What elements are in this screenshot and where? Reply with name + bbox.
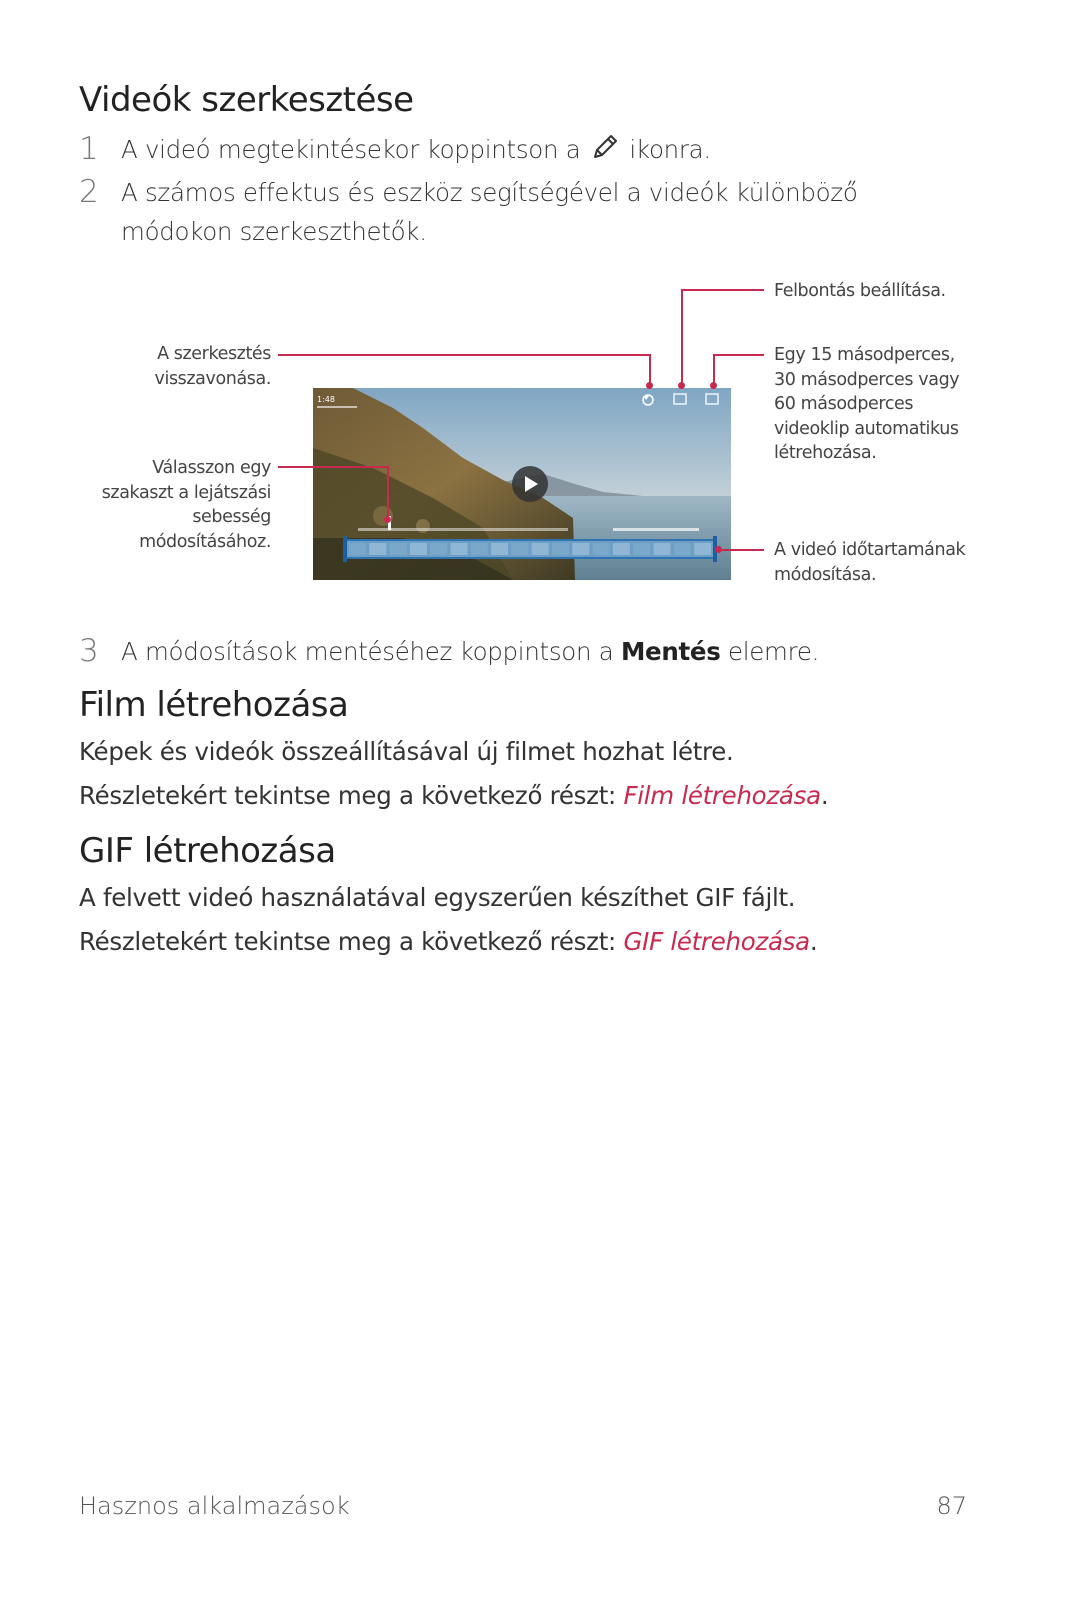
timeline-frame	[532, 543, 549, 555]
step-3-text: A módosítások mentéséhez koppintson a	[121, 637, 614, 666]
trim-handle-start[interactable]	[343, 536, 347, 562]
leader-line-undo	[278, 354, 651, 356]
screen-time: 1:48	[317, 395, 335, 404]
section-title-video-edit: Videók szerkesztése	[79, 80, 414, 120]
step-1-text: A videó megtekintésekor koppintson a	[121, 135, 581, 164]
callout-duration: A videó időtartamának módosítása.	[774, 540, 966, 585]
leader-dot-undo	[646, 382, 653, 389]
timeline-frame	[694, 543, 711, 555]
timeline-frame	[552, 543, 569, 555]
step-2-line-2: módokon szerkeszthetők.	[121, 217, 427, 246]
timeline-frame	[593, 543, 610, 555]
timeline-frame	[674, 543, 691, 555]
save-label: Mentés	[620, 637, 721, 666]
footer-section-name: Hasznos alkalmazások	[79, 1492, 350, 1520]
timeline-frame	[654, 543, 671, 555]
gif-reference: Részletekért tekintse meg a következő részt: GIF létrehozása.	[79, 927, 818, 956]
leader-line-resolution	[681, 289, 764, 291]
timeline-frame	[349, 543, 366, 555]
step-3	[79, 632, 979, 672]
section-title-gif: GIF létrehozása	[79, 831, 336, 871]
step-number: 2	[79, 174, 99, 210]
landscape-image	[313, 388, 731, 580]
timeline-frame	[613, 543, 630, 555]
leader-dot-clip	[710, 382, 717, 389]
callout-resolution: Felbontás beállítása.	[774, 281, 946, 301]
step-number: 3	[79, 633, 99, 669]
step-2	[79, 173, 979, 253]
gif-link[interactable]: GIF létrehozása	[623, 927, 810, 956]
leader-line-resolution-down	[681, 289, 683, 384]
callout-undo: A szerkesztés visszavonása.	[154, 344, 271, 389]
timeline-frame	[511, 543, 528, 555]
timeline-frame	[491, 543, 508, 555]
callout-clip: Egy 15 másodperces, 30 másodperces vagy 60 másodperces videoklip automatikus létrehozása.	[774, 345, 960, 463]
leader-line-speed-down	[387, 466, 389, 518]
leader-line-clip-down	[713, 354, 715, 384]
step-1-text-end: ikonra.	[629, 135, 711, 164]
leader-dot-resolution	[678, 382, 685, 389]
timeline-frame	[410, 543, 427, 555]
film-description: Képek és videók összeállításával új filmet hozhat létre.	[79, 737, 734, 766]
timeline-frame	[390, 543, 407, 555]
step-number: 1	[79, 131, 99, 167]
step-2-line-1: A számos effektus és eszköz segítségével a videók különböző	[121, 178, 858, 207]
gif-description: A felvett videó használatával egyszerűen készíthet GIF fájlt.	[79, 883, 796, 912]
step-3-text-end: elemre.	[728, 637, 820, 666]
leader-line-speed	[278, 466, 389, 468]
page-number: 87	[936, 1492, 967, 1520]
step-1	[79, 130, 979, 170]
leader-line-clip	[713, 354, 764, 356]
timeline-frame	[430, 543, 447, 555]
pencil-icon	[590, 132, 620, 173]
timeline-frame	[572, 543, 589, 555]
film-link[interactable]: Film létrehozása	[623, 781, 821, 810]
leader-line-duration	[720, 549, 764, 551]
timeline-frame	[471, 543, 488, 555]
callout-speed: Válasszon egy szakaszt a lejátszási sebesség módosításához.	[101, 458, 271, 552]
film-reference: Részletekért tekintse meg a következő részt: Film létrehozása.	[79, 781, 829, 810]
timeline-frame	[451, 543, 468, 555]
section-title-film: Film létrehozása	[79, 685, 349, 725]
video-editor-figure	[0, 270, 1067, 600]
video-editor-screenshot	[313, 388, 731, 580]
play-button[interactable]	[512, 466, 548, 502]
timeline-frame	[633, 543, 650, 555]
leader-line-undo-down	[649, 354, 651, 384]
leader-dot-speed	[384, 516, 391, 523]
timeline-frame	[369, 543, 386, 555]
